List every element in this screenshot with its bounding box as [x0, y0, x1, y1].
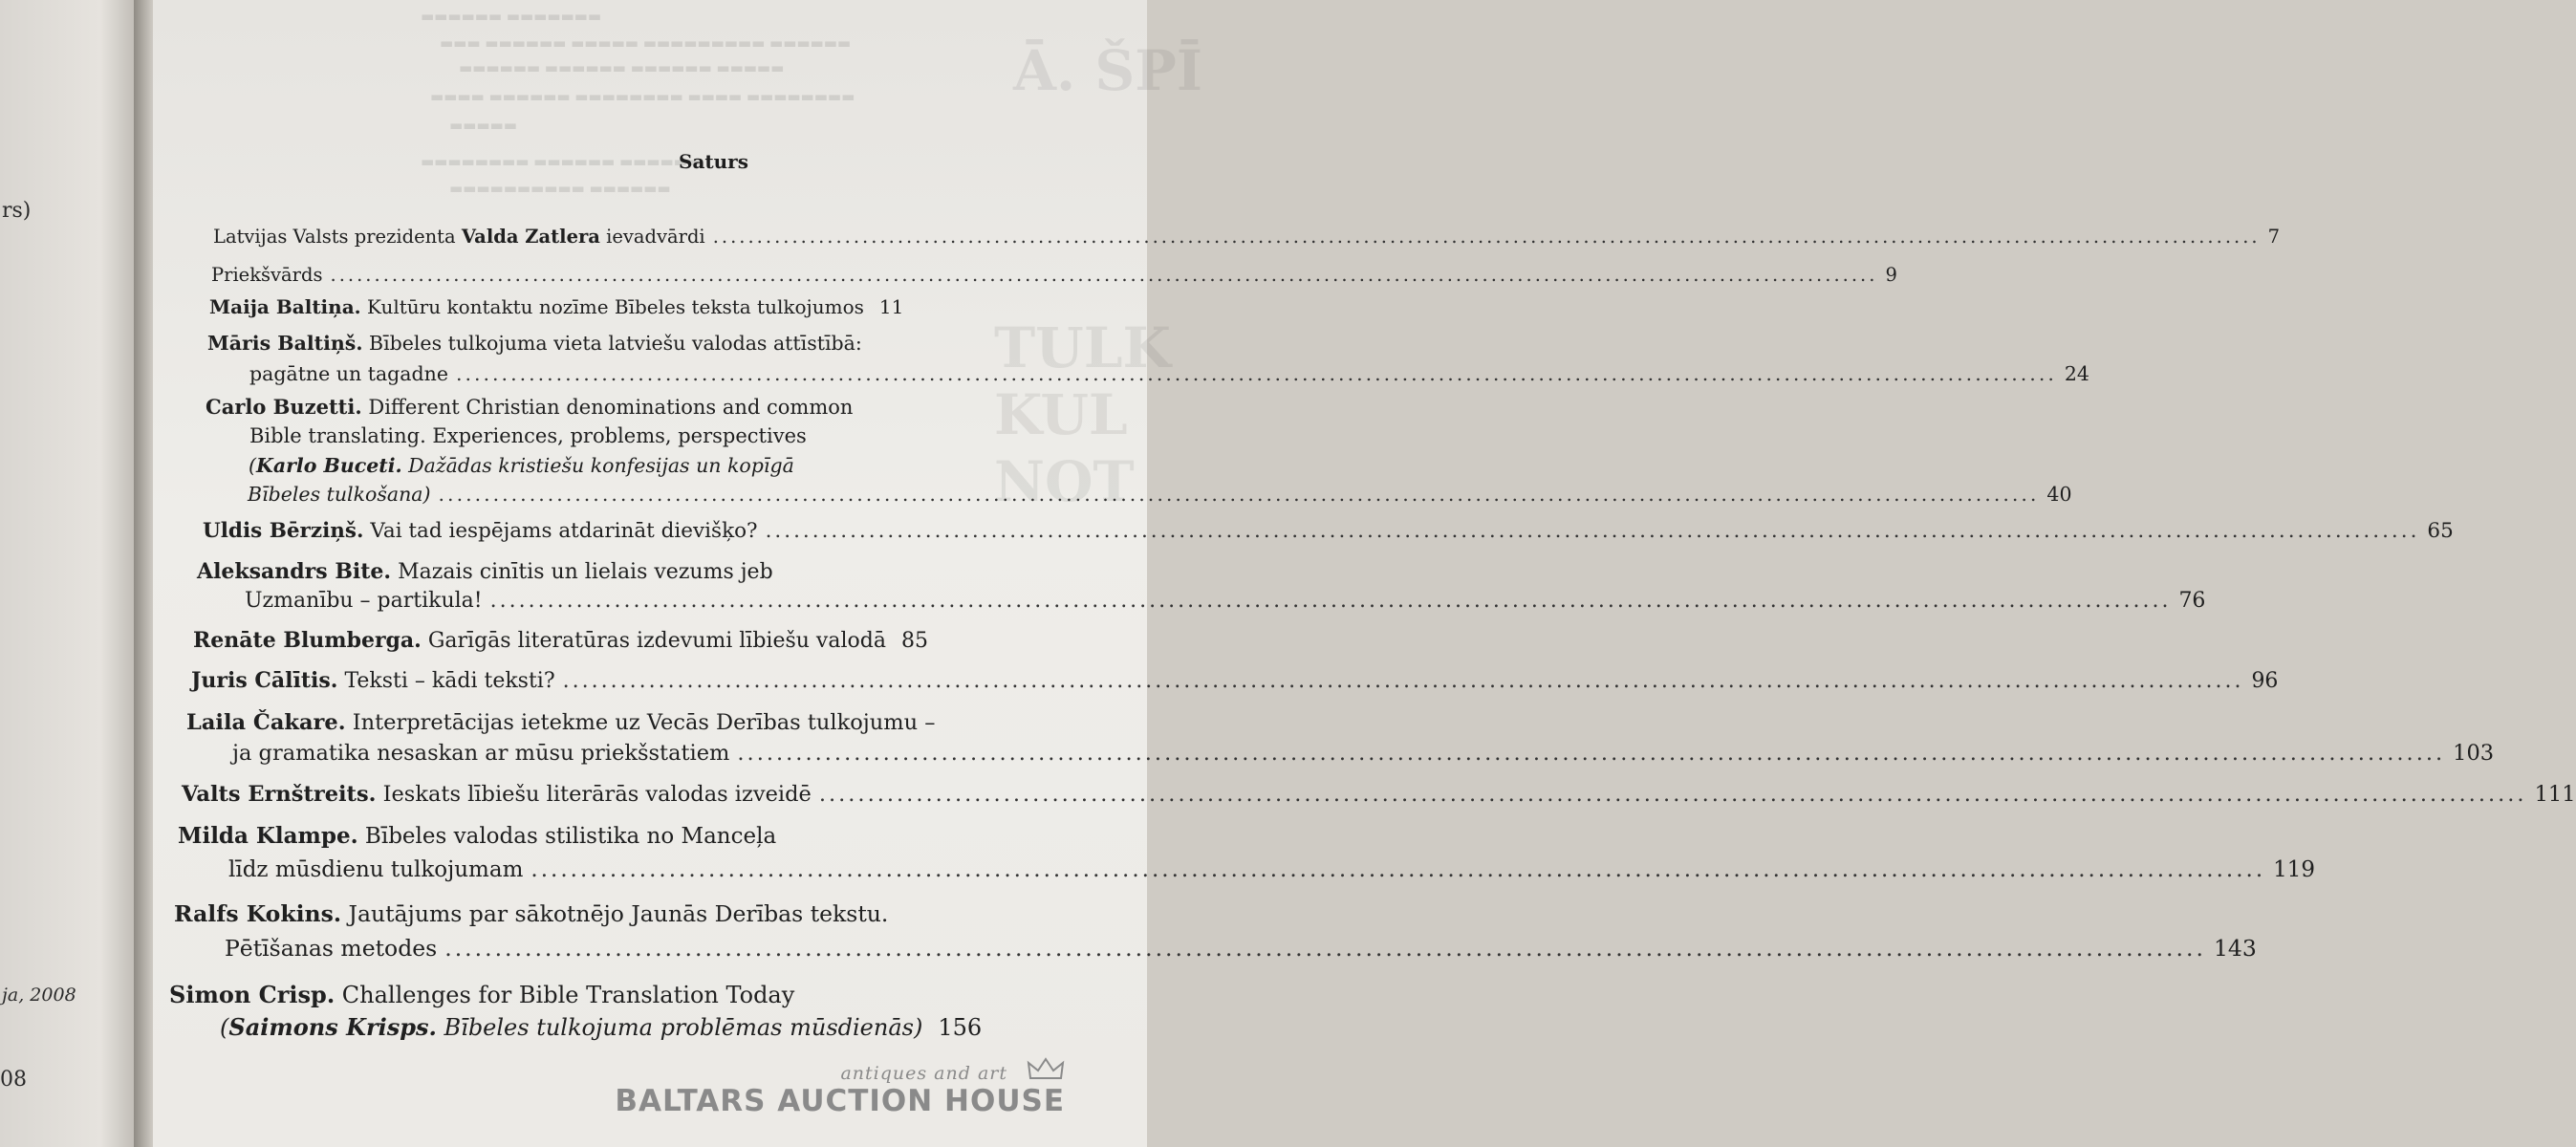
toc-author: Simon Crisp. [169, 981, 336, 1008]
toc-entry-text [191, 668, 555, 693]
toc-title-text: ievadvārdi [599, 226, 705, 248]
toc-entry-text [182, 782, 812, 807]
toc-entry-line [178, 823, 776, 849]
crown-icon [1027, 1057, 1065, 1080]
toc-entry-line [186, 710, 935, 735]
toc-entry-line [211, 264, 1897, 286]
toc-entry-line [249, 454, 794, 477]
toc-page-number: 96 [2251, 669, 2279, 693]
toc-title-text: Interpretācijas ietekme uz Vecās Derības tulkojumu – [345, 710, 936, 735]
toc-author: Saimons Krisps. [228, 1013, 437, 1041]
toc-title-text: Uzmanību – partikula! [245, 589, 483, 613]
toc-entry-line [206, 395, 853, 419]
toc-entry-line [174, 900, 888, 927]
toc-entry-text [206, 395, 853, 419]
toc-author: Laila Čakare. [186, 710, 346, 735]
toc-entry-text [245, 589, 483, 613]
toc-author: Milda Klampe. [178, 823, 358, 849]
toc-entry-line [225, 935, 2257, 962]
toc-entry-line [197, 559, 773, 584]
toc-page-number: 111 [2534, 782, 2576, 807]
toc-page-number: 156 [938, 1014, 983, 1041]
toc-title-text: Bībeles tulkojuma problēmas mūsdienās) [436, 1014, 923, 1041]
toc-entry-line [245, 589, 2206, 613]
toc-page-number: 143 [2213, 935, 2257, 962]
toc-entry-text [220, 1013, 922, 1041]
toc-page-number: 65 [2427, 519, 2454, 543]
dot-leader [490, 589, 2172, 613]
toc-page-number: 76 [2178, 589, 2206, 613]
watermark-name: BALTARS AUCTION HOUSE [615, 1084, 1065, 1118]
dot-leader [737, 741, 2445, 766]
toc-entry-line [249, 362, 2089, 385]
dot-leader [456, 362, 2057, 385]
toc-entry-line [207, 332, 862, 355]
toc-entry-text [178, 823, 776, 849]
toc-page-number: 119 [2273, 857, 2316, 882]
toc-entry-line [203, 519, 2454, 543]
dot-leader [819, 782, 2527, 807]
toc-title-text: Bībeles valodas stilistika no Manceļa [357, 824, 777, 849]
toc-author: Maija Baltiņa. [209, 295, 361, 318]
toc-author: Carlo Buzetti. [206, 395, 362, 419]
dot-leader [444, 935, 2206, 962]
toc-entry-text [209, 295, 864, 318]
dot-leader [439, 483, 2040, 506]
toc-title-text: Dažādas kristiešu konfesijas un kopīgā [401, 454, 794, 477]
toc-entry-text [248, 483, 431, 506]
toc-entry-text [207, 332, 862, 355]
toc-entry-text [232, 741, 729, 766]
toc-entry-line [249, 424, 807, 447]
toc-entry-text [174, 900, 888, 927]
toc-entry-text [169, 981, 794, 1008]
toc-title-text: Bible translating. Experiences, problems, perspectives [249, 424, 807, 447]
watermark [615, 1063, 1065, 1118]
toc-author: Māris Baltiņš. [207, 332, 363, 355]
toc-title-text: Bībeles tulkošana) [248, 483, 431, 506]
toc-title-text: Pētīšanas metodes [225, 935, 438, 962]
dot-leader [766, 519, 2420, 543]
toc-entry-text [228, 857, 523, 882]
toc-title-text: Different Christian denominations and common [361, 396, 854, 419]
toc-title-text: ja gramatika nesaskan ar mūsu priekšstatiem [232, 741, 730, 766]
toc-entry-line [169, 981, 794, 1008]
left-page-fragment: rs) [2, 199, 32, 223]
dot-leader [563, 669, 2244, 693]
toc-entry-text [249, 362, 448, 385]
toc-title-text: Challenges for Bible Translation Today [335, 982, 795, 1008]
toc-title-text: pagātne un tagadne [249, 362, 448, 385]
toc-author: Uldis Bērziņš. [203, 519, 364, 543]
toc-page-number: 9 [1885, 264, 1897, 286]
toc-entry-text [186, 710, 935, 735]
book-page: ▬▬▬▬▬▬ ▬▬▬▬▬▬▬ ▬▬▬ ▬▬▬▬▬▬ ▬▬▬▬▬ ▬▬▬▬▬▬▬▬▬ ▬▬▬▬▬▬ ▬▬▬▬▬▬ ▬▬▬▬▬▬ ▬▬▬▬▬▬ ▬▬▬▬▬ ▬▬▬▬ ▬▬▬▬▬▬ ▬▬▬▬▬▬▬▬ ▬▬▬▬ ▬▬▬▬▬▬▬▬ ▬▬▬▬▬ ▬▬▬▬▬▬▬▬ ▬▬▬▬▬▬ ▬▬▬▬▬▬ ▬▬▬▬▬▬▬▬▬▬ ▬▬▬▬▬▬ Ā. ŠPĪ TULK KUL NOT Saturs Latvijas Valsts prezidenta Valda Zatlera ievadvārdi ..... 7 Priekšvārds ..... 9 Maija Baltiņa. Kultūru kontaktu nozīme Bībeles teksta tulkojumos 11 Māris Baltiņš. Bībeles tulkojuma vieta latviešu valodas attīstībā: pagātne un tagadne ..... 24 Carlo Buzetti. Different Christian denominations and common Bible translating. Experiences, problems, perspectives (Karlo Buceti. Dažādas kristiešu konfesijas un kopīgā Bībeles tulkošana) ..... 40 Uldis Bērziņš. Vai tad iespējams atdarināt dievišķo? ..... 65 Aleksandrs Bite. Mazais cinītis un lielais vezums jeb Uzmanību – partikula! ..... 76 Renāte Blumberga. Garīgās literatūras izdevumi lībiešu valodā 85 Juris Cālītis. Teksti – kādi teksti? ..... 96 Laila Čakare. Interpretācijas ietekme uz Vecās Derības tulkojumu – ja gramatika nesaskan ar mūsu priekšstatiem ..... 103 Valts Ernštreits. Ieskats lībiešu literārās valodas izveidē ..... 111 Milda Klampe. Bībeles valodas stilistika no Manceļa līdz mūsdienu tulkojumam ..... 119 Ralfs Kokins. Jautājums par sākotnējo Jaunās Derības tekstu. Pētīšanas metodes ..... 143 Simon Crisp. Challenges for Bible Translation Today (Saimons Krisps. Bībeles tulkojuma problēmas mūsdienās) 156 antiques and art BALTARS AUCTION HOUSE [153, 0, 1147, 1147]
toc-title-text: Mazais cinītis un lielais vezums jeb [391, 560, 773, 584]
toc-title-text: Jautājums par sākotnējo Jaunās Derības tekstu. [341, 900, 889, 927]
toc-author: Renāte Blumberga. [193, 628, 422, 653]
page-title: Saturs [679, 150, 748, 173]
toc-entry-text [203, 519, 758, 543]
toc-entry-line [209, 295, 904, 318]
toc-page-number: 11 [878, 295, 904, 318]
toc-entry-text [225, 935, 437, 962]
toc-entry-line [248, 483, 2072, 506]
toc-entry-text [213, 226, 705, 248]
dot-leader [331, 264, 1878, 286]
toc-page-number: 40 [2046, 483, 2072, 506]
toc-author: Valts Ernštreits. [182, 782, 377, 807]
toc-entry-text [197, 559, 773, 584]
toc-author: Ralfs Kokins. [174, 900, 342, 927]
toc-page-number: 85 [900, 629, 928, 653]
toc-author: Valda Zatlera [461, 226, 600, 248]
toc-entry-text [249, 454, 794, 477]
toc-entry-line [228, 857, 2316, 882]
toc-entry-line [182, 782, 2576, 807]
toc-title-text: Ieskats lībiešu literārās valodas izveidē [376, 782, 812, 807]
toc-entry-line [232, 741, 2495, 766]
toc-title-text: Garīgās literatūras izdevumi lībiešu valodā [421, 629, 886, 653]
toc-page-number: 103 [2453, 741, 2495, 766]
toc-entry-text [249, 424, 807, 447]
toc-title-text: līdz mūsdienu tulkojumam [228, 857, 524, 882]
toc-title-text: ( [220, 1014, 229, 1041]
toc-entry-line [213, 226, 2281, 248]
toc-author: Karlo Buceti. [256, 454, 402, 477]
toc-title-text: Teksti – kādi teksti? [337, 669, 555, 693]
toc-title-text: Bībeles tulkojuma vieta latviešu valodas attīstībā: [362, 332, 862, 355]
toc-entry-text [211, 264, 323, 286]
toc-title-text: Kultūru kontaktu nozīme Bībeles teksta tulkojumos [360, 295, 864, 318]
toc-entry-line [193, 628, 928, 653]
toc-page-number: 24 [2064, 362, 2089, 385]
watermark-tagline: antiques and art [840, 1063, 1007, 1084]
left-page [0, 0, 143, 1147]
toc-author: Aleksandrs Bite. [197, 559, 392, 584]
toc-title-text: Latvijas Valsts prezidenta [213, 226, 462, 248]
toc-author: Juris Cālītis. [191, 668, 338, 693]
toc-entry-text [193, 628, 886, 653]
dot-leader [530, 857, 2265, 882]
dot-leader [713, 226, 2261, 248]
toc-page-number: 7 [2267, 226, 2281, 248]
toc-title-text: Priekšvārds [211, 264, 323, 286]
toc-title-text: ( [249, 454, 256, 477]
toc-title-text: Vai tad iespējams atdarināt dievišķo? [363, 519, 758, 543]
toc-entry-line [191, 668, 2279, 693]
toc-entry-line [220, 1013, 983, 1041]
left-page-fragment: ja, 2008 [2, 985, 76, 1006]
left-page-fragment: 08 [0, 1068, 27, 1092]
